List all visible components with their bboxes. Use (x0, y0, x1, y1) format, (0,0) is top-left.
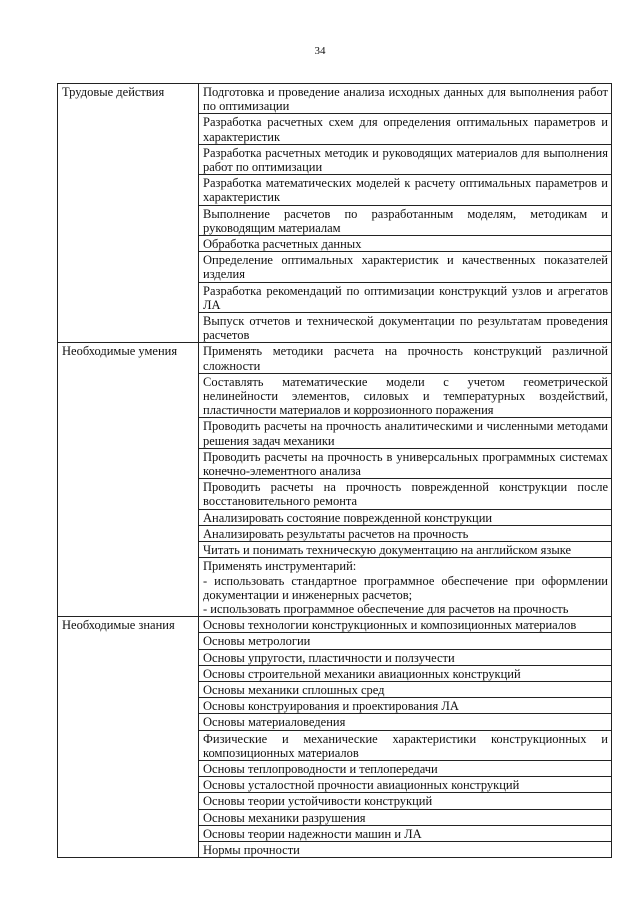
table-row (58, 84, 612, 114)
item-text: Применять методики расчета на прочность конструкций различной сложности (203, 344, 608, 373)
section-item (199, 649, 612, 665)
section-item (199, 777, 612, 793)
item-text: Нормы прочности (203, 842, 300, 857)
section-item (199, 841, 612, 857)
item-text: Основы теории надежности машин и ЛА (203, 826, 422, 841)
section-item (199, 681, 612, 697)
item-text: Основы строительной механики авиационных конструкций (203, 666, 521, 681)
section-item (199, 698, 612, 714)
section-item (199, 144, 612, 174)
section-item (199, 617, 612, 633)
section-item (199, 448, 612, 478)
item-text: Проводить расчеты на прочность аналитическими и численными методами решения задач механики (203, 419, 608, 448)
item-text: - использовать программное обеспечение для расчетов на прочность (203, 601, 569, 616)
item-text: Основы конструирования и проектирования ЛА (203, 699, 459, 714)
section-item (199, 373, 612, 418)
section-item (199, 542, 612, 558)
section-item (199, 313, 612, 343)
item-text: Определение оптимальных характеристик и качественных показателей изделия (203, 253, 608, 282)
item-text: Основы усталостной прочности авиационных конструкций (203, 778, 520, 793)
item-text: Разработка расчетных схем для определения оптимальных параметров и характеристик (203, 115, 608, 144)
section-item (199, 252, 612, 282)
item-text: Выполнение расчетов по разработанным моделям, методикам и руководящим материалам (203, 206, 608, 235)
section-label: Трудовые действия (58, 84, 199, 343)
section-item (199, 509, 612, 525)
item-text: Читать и понимать техническую документацию на английском языке (203, 543, 572, 558)
item-text: Основы теплопроводности и теплопередачи (203, 761, 438, 776)
section-item (199, 343, 612, 373)
section-item (199, 84, 612, 114)
section-item (199, 760, 612, 776)
item-text: Обработка расчетных данных (203, 237, 362, 252)
table-row (58, 617, 612, 633)
section-item (199, 730, 612, 760)
section-item (199, 205, 612, 235)
item-text: Составлять математические модели с учетом геометрической нелинейности элементов, силовых и температурных воздействий, пластичности материалов и коррозионного поражения (203, 374, 608, 418)
section-label: Необходимые умения (58, 343, 199, 617)
section-item (199, 809, 612, 825)
item-text: Выпуск отчетов и технической документации по результатам проведения расчетов (203, 314, 608, 343)
item-text: Основы материаловедения (203, 715, 346, 730)
table-row (58, 343, 612, 373)
section-item (199, 114, 612, 144)
section-item (199, 479, 612, 509)
item-text: Физические и механические характеристики конструкционных и композиционных материалов (203, 731, 608, 760)
item-text: Проводить расчеты на прочность в универсальных программных системах конечно-элементного анализа (203, 449, 608, 479)
item-text: - использовать стандартное программное обеспечение при оформлении документации и инженерных расчетов; (203, 573, 608, 602)
item-text: Основы технологии конструкционных и композиционных материалов (203, 618, 577, 633)
item-text: Анализировать результаты расчетов на прочность (203, 526, 469, 541)
section-item (199, 525, 612, 541)
item-text: Разработка рекомендаций по оптимизации конструкций узлов и агрегатов ЛА (203, 283, 608, 312)
item-text: Применять инструментарий: (203, 559, 357, 574)
section-item (199, 633, 612, 649)
item-text: Основы упругости, пластичности и ползучести (203, 650, 455, 665)
requirements-table-body (58, 84, 612, 858)
item-text: Анализировать состояние поврежденной конструкции (203, 510, 493, 525)
section-item (199, 282, 612, 312)
section-item (199, 558, 612, 617)
item-text: Разработка расчетных методик и руководящих материалов для выполнения работ по оптимизации (203, 145, 608, 175)
item-text: Проводить расчеты на прочность поврежденной конструкции после восстановительного ремонта (203, 480, 608, 509)
page-number: 34 (314, 45, 326, 57)
section-item (199, 793, 612, 809)
section-label: Необходимые знания (58, 617, 199, 858)
item-text: Разработка математических моделей к расчету оптимальных параметров и характеристик (203, 176, 608, 205)
section-item (199, 665, 612, 681)
section-item (199, 236, 612, 252)
section-item (199, 418, 612, 448)
item-text: Основы механики разрушения (203, 810, 366, 825)
item-text: Подготовка и проведение анализа исходных данных для выполнения работ по оптимизации (203, 85, 608, 114)
requirements-table (57, 83, 612, 858)
section-item (199, 175, 612, 205)
item-text: Основы механики сплошных сред (203, 682, 385, 697)
item-text: Основы теории устойчивости конструкций (203, 794, 433, 809)
item-text: Основы метрологии (203, 634, 311, 649)
section-item (199, 714, 612, 730)
section-item (199, 825, 612, 841)
